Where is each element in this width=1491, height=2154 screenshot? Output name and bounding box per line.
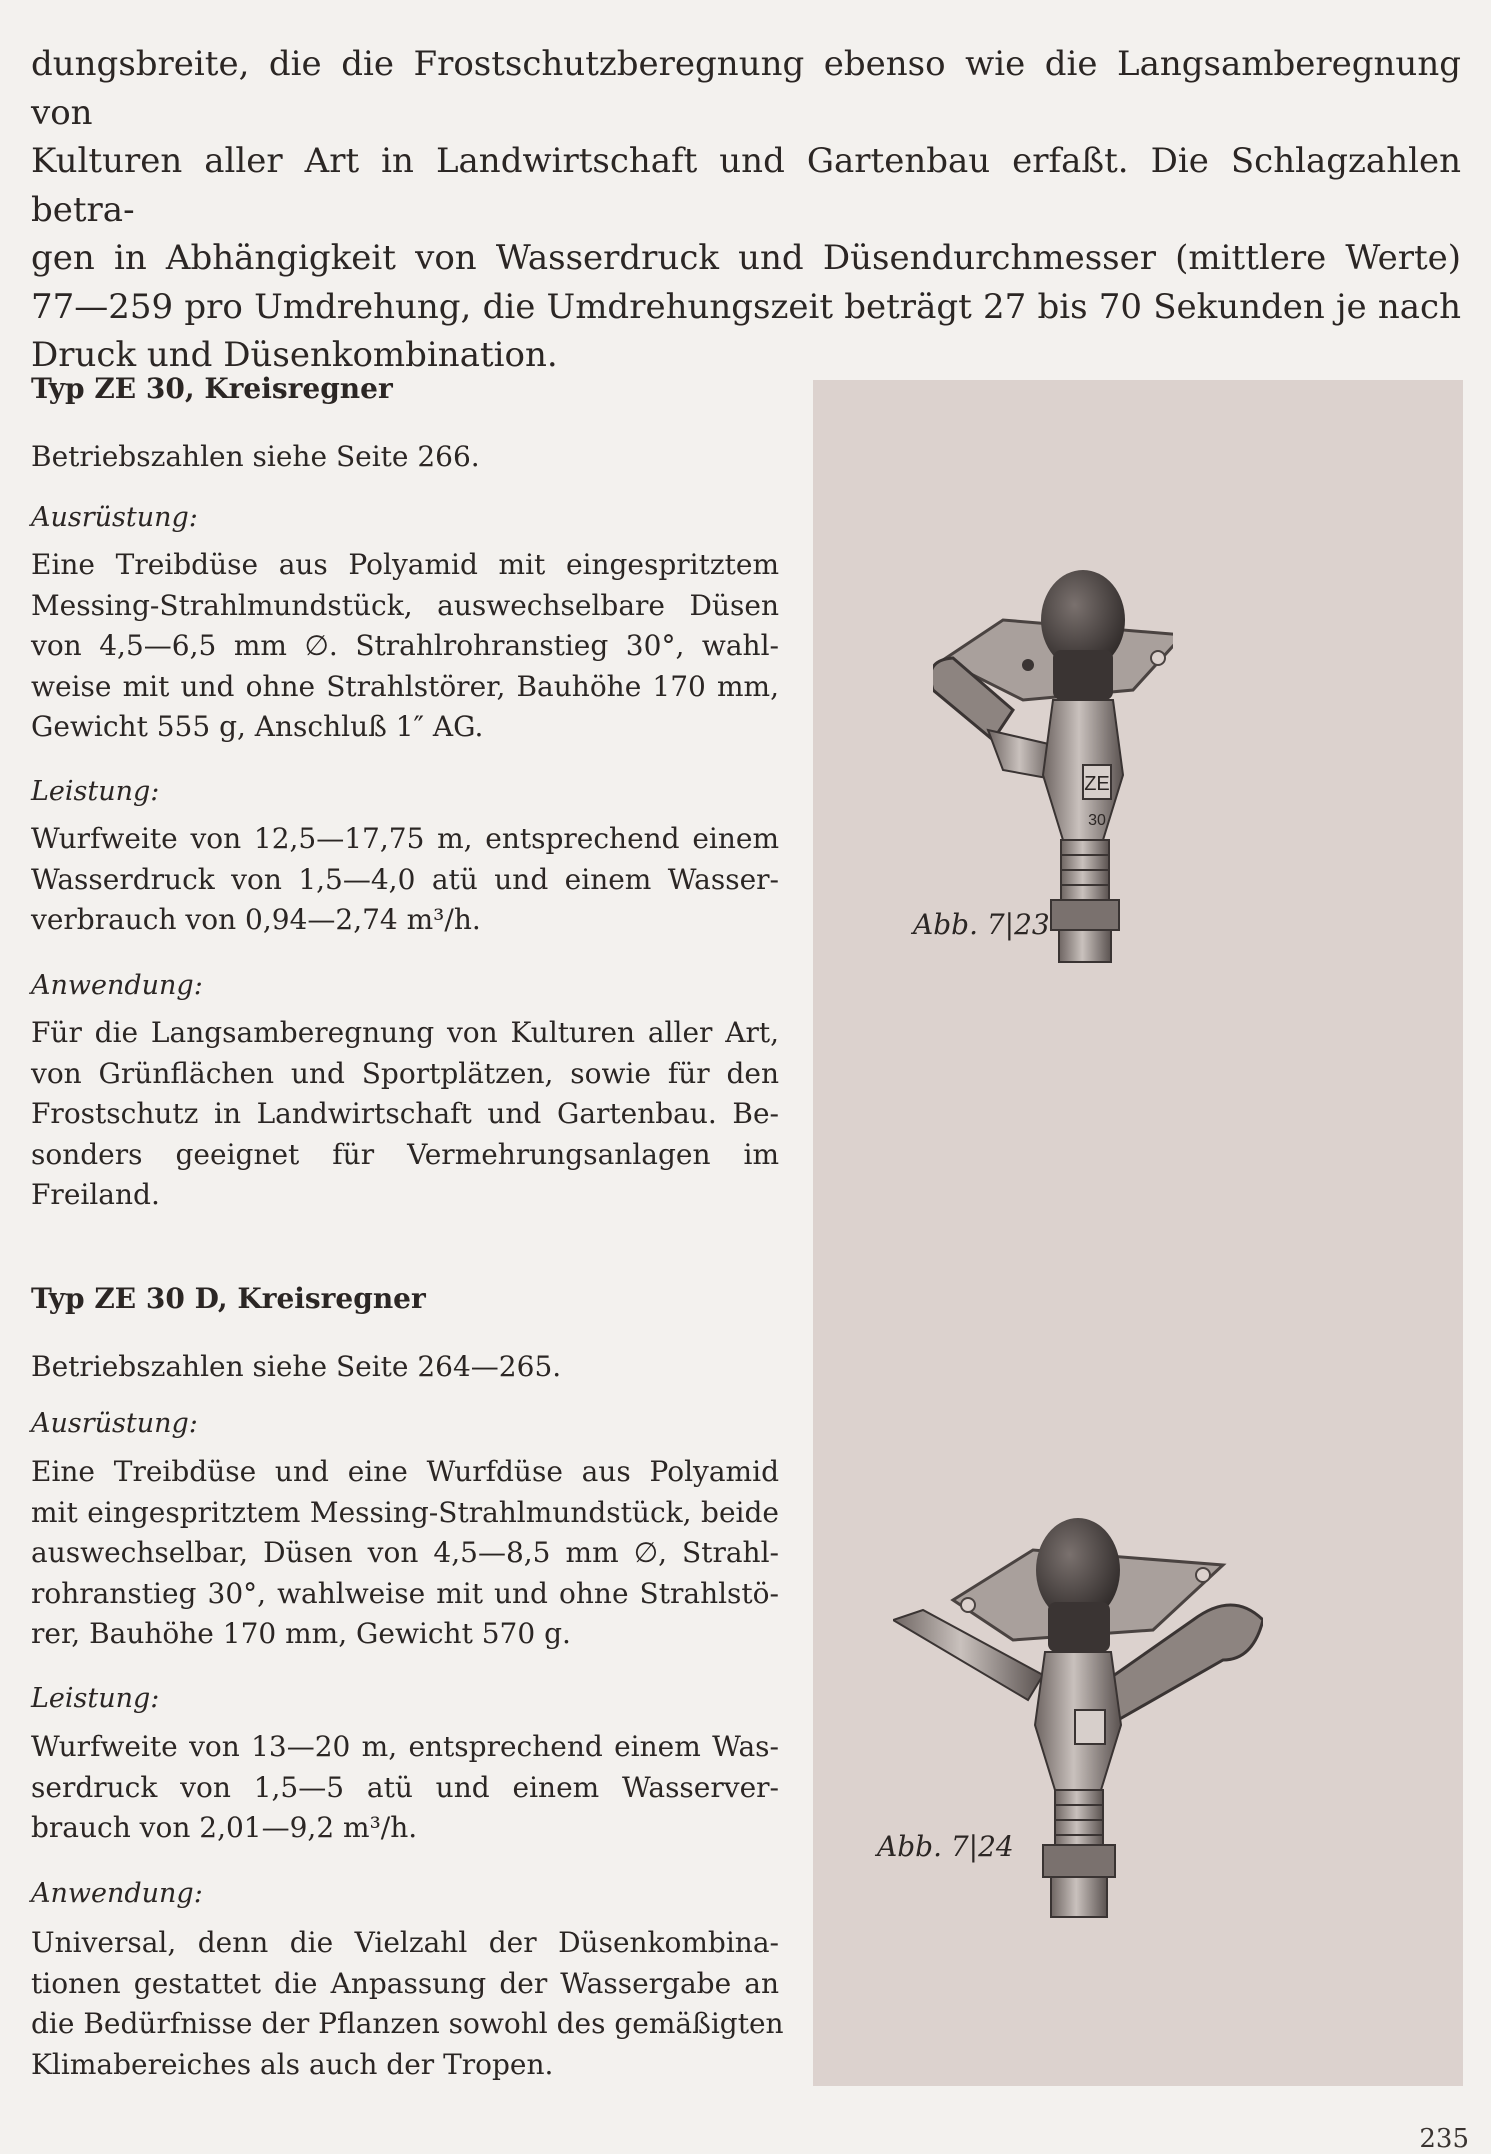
leistung-paragraph <box>31 819 779 941</box>
text-line: Messing-Strahlmundstück, auswechselbare Düsen <box>31 588 779 622</box>
ausruestung-label: Ausrüstung: <box>31 1408 198 1439</box>
text-line: Klimabereiches als auch der Tropen. <box>31 2047 554 2081</box>
photo-panel <box>813 380 1463 2086</box>
anwendung-label: Anwendung: <box>31 1878 203 1909</box>
text-line: weise mit und ohne Strahlstörer, Bauhöhe 170 mm, <box>31 669 779 703</box>
ausruestung-label: Ausrüstung: <box>31 502 198 533</box>
text-line: sonders geeignet für Vermehrungsanlagen im <box>31 1137 779 1171</box>
text-line: Wurfweite von 12,5—17,75 m, entsprechend einem <box>31 822 779 855</box>
anwendung-paragraph <box>31 1923 784 2085</box>
text-line: die Bedürfnisse der Pflanzen sowohl des gemäßigten <box>31 2007 784 2040</box>
figure-caption-1: Abb. 7|23 <box>913 908 1050 941</box>
leistung-label: Leistung: <box>31 1683 160 1714</box>
intro-line: Druck und Düsenkombination. <box>31 335 558 375</box>
section-heading: Typ ZE 30, Kreisregner <box>31 372 393 405</box>
text-line: Für die Langsamberegnung von Kulturen aller Art, <box>31 1016 779 1049</box>
leistung-paragraph <box>31 1727 779 1849</box>
intro-paragraph <box>31 40 1461 380</box>
ausruestung-paragraph <box>31 1452 779 1655</box>
text-line: von 4,5—6,5 mm ∅. Strahlrohranstieg 30°, wahl- <box>31 629 779 662</box>
anwendung-paragraph <box>31 1013 779 1216</box>
text-line: rohranstieg 30°, wahlweise mit und ohne Strahlstö- <box>31 1576 779 1610</box>
text-line: Wasserdruck von 1,5—4,0 atü und einem Wasser- <box>31 862 779 896</box>
text-line: auswechselbar, Düsen von 4,5—8,5 mm ∅, Strahl- <box>31 1536 779 1569</box>
text-line: Wurfweite von 13—20 m, entsprechend einem Was- <box>31 1730 779 1763</box>
text-line: rer, Bauhöhe 170 mm, Gewicht 570 g. <box>31 1617 571 1650</box>
figure-caption-2: Abb. 7|24 <box>877 1830 1014 1863</box>
page-number: 235 <box>1419 2124 1469 2154</box>
text-line: Freiland. <box>31 1178 160 1211</box>
leistung-label: Leistung: <box>31 776 160 807</box>
text-line: mit eingespritztem Messing-Strahlmundstück, beide <box>31 1495 779 1529</box>
text-line: Eine Treibdüse und eine Wurfdüse aus Polyamid <box>31 1455 779 1488</box>
intro-line: dungsbreite, die die Frostschutzberegnung ebenso wie die Langsamberegnung von <box>31 44 1461 133</box>
anwendung-label: Anwendung: <box>31 970 203 1001</box>
ausruestung-paragraph <box>31 545 779 748</box>
sprinkler-mark-number: 30 <box>1088 812 1106 829</box>
betriebszahlen-text: Betriebszahlen siehe Seite 266. <box>31 440 480 473</box>
text-line: Gewicht 555 g, Anschluß 1″ AG. <box>31 710 484 743</box>
sprinkler-ze30d-illustration <box>893 1510 1263 1930</box>
intro-line: Kulturen aller Art in Landwirtschaft und Gartenbau erfaßt. Die Schlagzahlen betra- <box>31 141 1461 230</box>
text-line: Eine Treibdüse aus Polyamid mit eingespritztem <box>31 548 779 581</box>
text-line: serdruck von 1,5—5 atü und einem Wasserver- <box>31 1770 779 1804</box>
intro-line: 77—259 pro Umdrehung, die Umdrehungszeit beträgt 27 bis 70 Sekunden je nach <box>31 286 1461 327</box>
intro-line: gen in Abhängigkeit von Wasserdruck und Düsendurchmesser (mittlere Werte) <box>31 238 1461 278</box>
text-line: von Grünflächen und Sportplätzen, sowie für den <box>31 1056 779 1090</box>
betriebszahlen-text: Betriebszahlen siehe Seite 264—265. <box>31 1350 562 1383</box>
sprinkler-mark: ZE <box>1084 773 1110 795</box>
text-line: Frostschutz in Landwirtschaft und Gartenbau. Be- <box>31 1097 779 1130</box>
text-line: Universal, denn die Vielzahl der Düsenkombina- <box>31 1926 779 1959</box>
text-line: brauch von 2,01—9,2 m³/h. <box>31 1811 418 1844</box>
sprinkler-ze30-illustration <box>933 540 1173 970</box>
text-line: verbrauch von 0,94—2,74 m³/h. <box>31 903 481 936</box>
text-line: tionen gestattet die Anpassung der Wassergabe an <box>31 1966 779 2000</box>
section-heading: Typ ZE 30 D, Kreisregner <box>31 1282 426 1315</box>
